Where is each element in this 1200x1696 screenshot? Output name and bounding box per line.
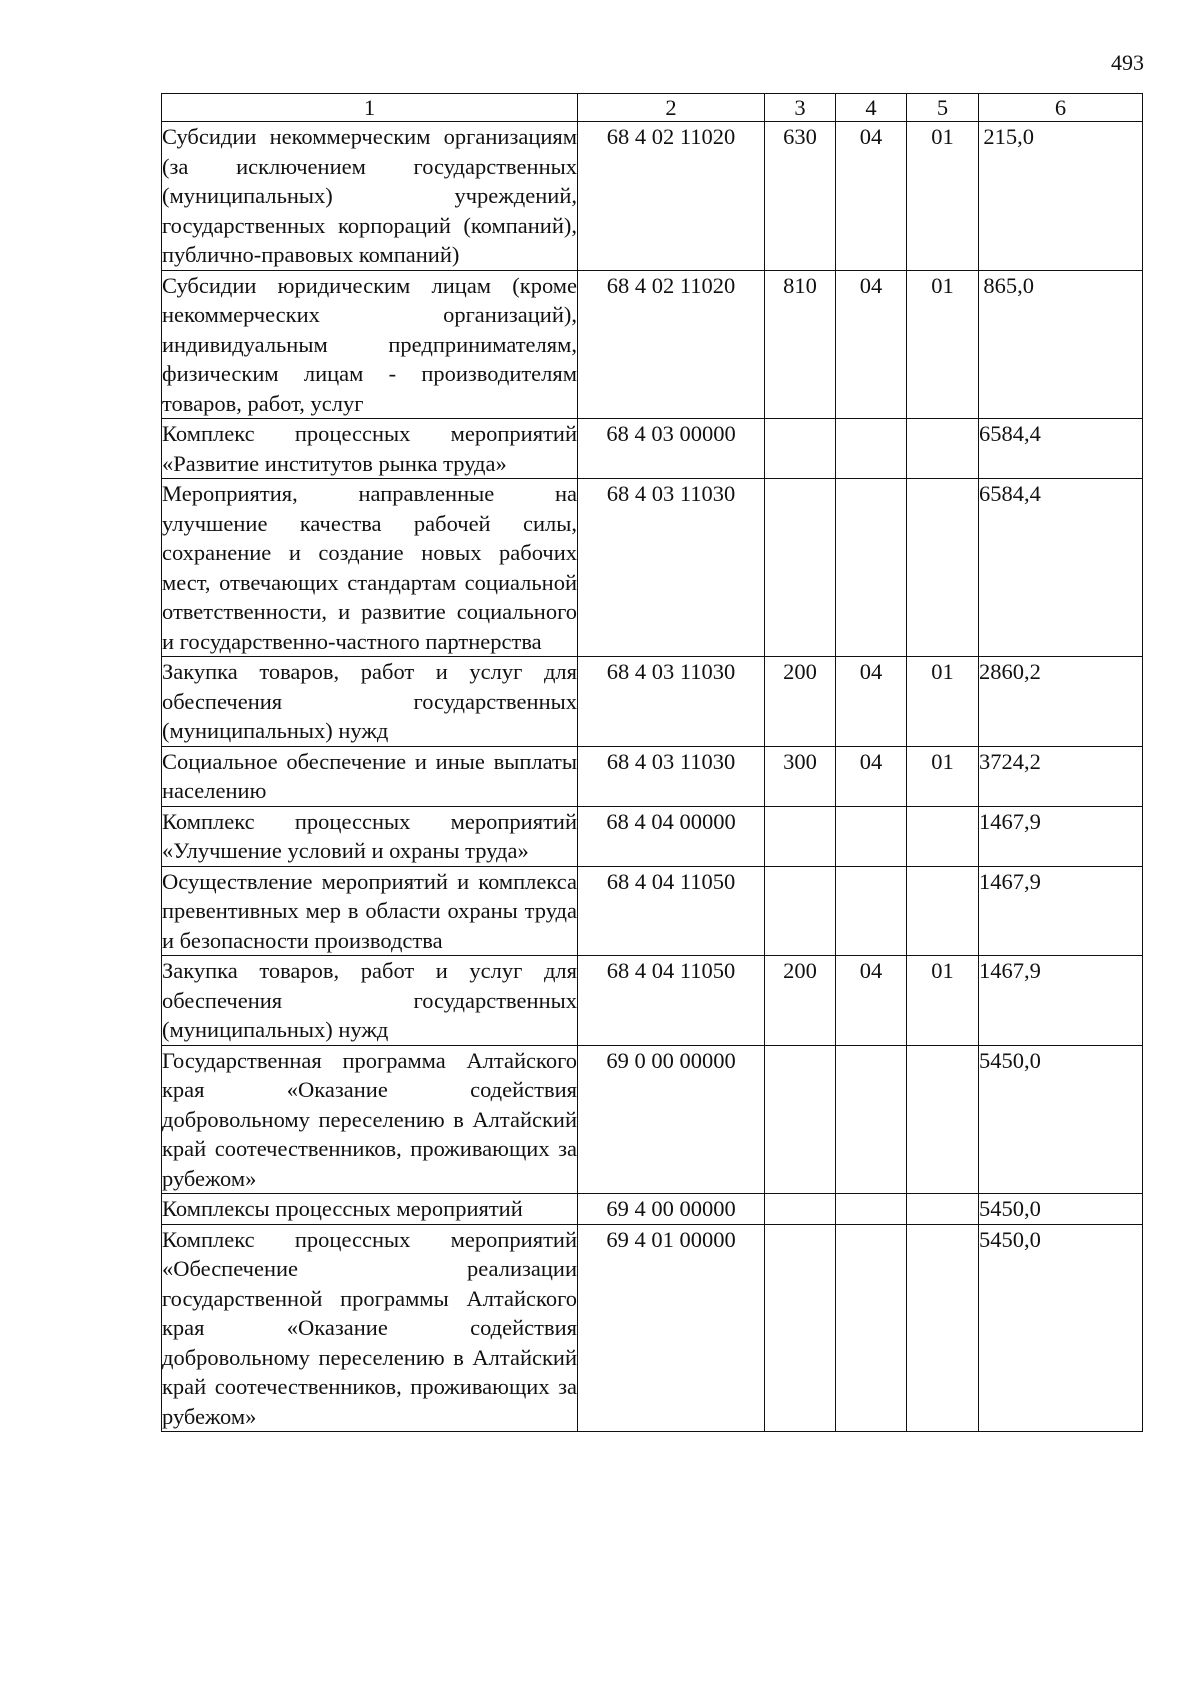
column-header: 2 [578, 94, 765, 122]
expense-type-code: 200 [765, 956, 836, 1046]
table-row [162, 806, 1143, 866]
table-row [162, 1224, 1143, 1432]
target-article-code: 68 4 04 11050 [578, 866, 765, 956]
table-row [162, 956, 1143, 1046]
amount: 1467,9 [979, 806, 1143, 866]
item-name: Мероприятия, направленные на улучшение качества рабочей силы, сохранение и создание новых рабочих мест, отвечающих стандартам социальной ответственности, и развитие социального и государственно-частного партнерства [162, 479, 578, 657]
item-name: Комплекс процессных мероприятий «Развитие институтов рынка труда» [162, 419, 578, 479]
table-row [162, 1194, 1143, 1225]
amount: 5450,0 [979, 1194, 1143, 1225]
subsection-code: 01 [907, 122, 979, 271]
table-row [162, 1045, 1143, 1194]
table-row [162, 419, 1143, 479]
subsection-code: 01 [907, 956, 979, 1046]
target-article-code: 69 4 01 00000 [578, 1224, 765, 1432]
amount: 5450,0 [979, 1224, 1143, 1432]
subsection-code [907, 1224, 979, 1432]
target-article-code: 69 0 00 00000 [578, 1045, 765, 1194]
table-header [162, 94, 1143, 122]
subsection-code [907, 1194, 979, 1225]
section-code [836, 419, 907, 479]
item-name: Закупка товаров, работ и услуг для обеспечения государственных (муниципальных) нужд [162, 956, 578, 1046]
column-header: 5 [907, 94, 979, 122]
expense-type-code [765, 866, 836, 956]
subsection-code [907, 806, 979, 866]
expense-type-code [765, 1194, 836, 1225]
item-name: Субсидии некоммерческим организациям (за исключением государственных (муниципальных) учреждений, государственных корпораций (компаний), публично-правовых компаний) [162, 122, 578, 271]
item-name: Государственная программа Алтайского края «Оказание содействия добровольному переселению в Алтайский край соотечественников, проживающих за рубежом» [162, 1045, 578, 1194]
section-code [836, 1194, 907, 1225]
item-name: Комплекс процессных мероприятий «Обеспечение реализации государственной программы Алтайского края «Оказание содействия добровольному переселению в Алтайский край соотечественников, проживающих за рубежом» [162, 1224, 578, 1432]
amount: 6584,4 [979, 479, 1143, 657]
subsection-code: 01 [907, 657, 979, 747]
table-row [162, 122, 1143, 271]
target-article-code: 68 4 03 11030 [578, 657, 765, 747]
item-name: Комплексы процессных мероприятий [162, 1194, 578, 1225]
table-row [162, 657, 1143, 747]
subsection-code: 01 [907, 270, 979, 419]
subsection-code: 01 [907, 746, 979, 806]
target-article-code: 69 4 00 00000 [578, 1194, 765, 1225]
amount: 215,0 [979, 122, 1143, 271]
expense-type-code: 200 [765, 657, 836, 747]
page-number: 493 [1111, 50, 1144, 75]
subsection-code [907, 479, 979, 657]
column-header: 3 [765, 94, 836, 122]
column-header: 6 [979, 94, 1143, 122]
section-code [836, 806, 907, 866]
subsection-code [907, 1045, 979, 1194]
section-code [836, 479, 907, 657]
amount: 6584,4 [979, 419, 1143, 479]
column-header: 4 [836, 94, 907, 122]
table-body [162, 122, 1143, 1432]
section-code: 04 [836, 657, 907, 747]
section-code: 04 [836, 122, 907, 271]
table-row [162, 479, 1143, 657]
section-code: 04 [836, 746, 907, 806]
amount: 5450,0 [979, 1045, 1143, 1194]
item-name: Закупка товаров, работ и услуг для обеспечения государственных (муниципальных) нужд [162, 657, 578, 747]
item-name: Осуществление мероприятий и комплекса превентивных мер в области охраны труда и безопасности производства [162, 866, 578, 956]
item-name: Комплекс процессных мероприятий «Улучшение условий и охраны труда» [162, 806, 578, 866]
expense-type-code [765, 419, 836, 479]
section-code [836, 1224, 907, 1432]
expense-type-code: 630 [765, 122, 836, 271]
expense-type-code [765, 479, 836, 657]
table-row [162, 270, 1143, 419]
amount: 1467,9 [979, 956, 1143, 1046]
budget-table [161, 93, 1143, 1432]
expense-type-code [765, 1045, 836, 1194]
target-article-code: 68 4 02 11020 [578, 122, 765, 271]
table-row [162, 866, 1143, 956]
target-article-code: 68 4 04 11050 [578, 956, 765, 1046]
amount: 3724,2 [979, 746, 1143, 806]
target-article-code: 68 4 03 00000 [578, 419, 765, 479]
expense-type-code: 810 [765, 270, 836, 419]
header-row [162, 94, 1143, 122]
target-article-code: 68 4 03 11030 [578, 746, 765, 806]
expense-type-code: 300 [765, 746, 836, 806]
section-code: 04 [836, 270, 907, 419]
target-article-code: 68 4 03 11030 [578, 479, 765, 657]
item-name: Субсидии юридическим лицам (кроме некоммерческих организаций), индивидуальным предпринимателям, физическим лицам - производителям товаров, работ, услуг [162, 270, 578, 419]
subsection-code [907, 419, 979, 479]
amount: 2860,2 [979, 657, 1143, 747]
amount: 1467,9 [979, 866, 1143, 956]
subsection-code [907, 866, 979, 956]
target-article-code: 68 4 02 11020 [578, 270, 765, 419]
table-row [162, 746, 1143, 806]
item-name: Социальное обеспечение и иные выплаты населению [162, 746, 578, 806]
expense-type-code [765, 1224, 836, 1432]
column-header: 1 [162, 94, 578, 122]
section-code [836, 866, 907, 956]
expense-type-code [765, 806, 836, 866]
target-article-code: 68 4 04 00000 [578, 806, 765, 866]
section-code [836, 1045, 907, 1194]
section-code: 04 [836, 956, 907, 1046]
amount: 865,0 [979, 270, 1143, 419]
